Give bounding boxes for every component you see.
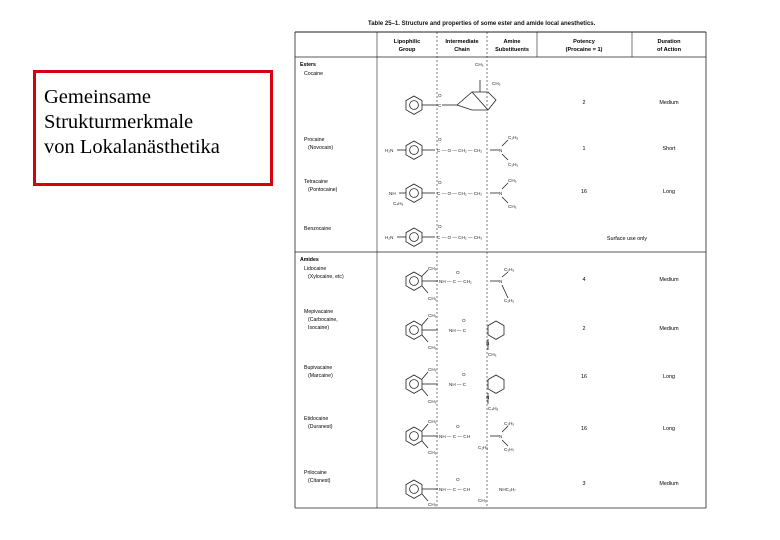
- benzene-ring-benzocaine: [406, 228, 422, 246]
- drug-brand-prilocaine: (Citanest): [308, 478, 331, 484]
- header-intermediate-1: Intermediate: [445, 39, 479, 45]
- benzene-ring-bupivacaine: [406, 375, 422, 393]
- drug-name-prilocaine: Prilocaine: [304, 470, 327, 476]
- chem-label: H₂N: [385, 235, 394, 240]
- potency-tetracaine: 16: [581, 189, 587, 195]
- potency-lidocaine: 4: [582, 277, 586, 283]
- chem-label: CH₃: [492, 81, 501, 86]
- title-line-1: Gemeinsame: [44, 86, 152, 108]
- chem-label: CH₃: [428, 419, 437, 424]
- drug-name-mepivacaine: Mepivacaine: [304, 309, 334, 315]
- chem-label: O: [456, 270, 460, 275]
- drug-name-bupivacaine: Bupivacaine: [304, 365, 333, 371]
- section-esters: Esters: [300, 62, 316, 68]
- title-line-2: Strukturmerkmale: [44, 111, 194, 133]
- chem-label: C₂H₅: [504, 421, 515, 426]
- chem-label: NH: [389, 191, 396, 196]
- chem-label: NH — C — CH: [439, 487, 470, 492]
- header-potency-1: Potency: [573, 39, 595, 45]
- duration-procaine: Short: [662, 146, 676, 152]
- chem-label: CH₃: [478, 498, 487, 503]
- duration-lidocaine: Medium: [659, 277, 679, 283]
- duration-etidocaine: Long: [663, 426, 675, 432]
- chem-label: C — O — CH₂ — CH₂: [437, 148, 483, 153]
- chem-label: C₂H₅: [478, 445, 489, 450]
- potency-prilocaine: 3: [582, 481, 586, 487]
- potency-bupivacaine: 16: [581, 374, 587, 380]
- chem-label: C — O — CH₂ — CH₃: [437, 235, 483, 240]
- chem-label: O: [438, 137, 442, 142]
- table-caption: Table 25–1. Structure and properties of some ester and amide local anesthetics.: [368, 21, 596, 27]
- piperidine-ring-mepivacaine: [488, 321, 504, 339]
- benzene-ring-etidocaine: [406, 427, 422, 445]
- duration-mepivacaine: Medium: [659, 326, 679, 332]
- chem-labels: [385, 62, 518, 507]
- chem-label: CH₃: [508, 178, 517, 183]
- chem-label: O: [438, 93, 442, 98]
- chem-label: CH₃: [428, 266, 437, 271]
- chem-label: CH₃: [428, 345, 437, 350]
- chem-label: CH₃: [428, 450, 437, 455]
- chem-label: C: [438, 103, 442, 108]
- chem-label: O: [438, 180, 442, 185]
- chem-label: NH — C: [449, 382, 467, 387]
- chem-label: O: [462, 318, 466, 323]
- chem-label: C₂H₅: [504, 298, 515, 303]
- benzene-ring-procaine: [406, 141, 422, 159]
- title-line-3: von Lokalanästhetika: [44, 136, 220, 158]
- header-lipophilic-2: Group: [398, 47, 416, 53]
- header-intermediate-2: Chain: [454, 47, 470, 53]
- benzene-ring-tetracaine: [406, 184, 422, 202]
- benzene-ring-mepivacaine: [406, 321, 422, 339]
- chem-label: C₄H₉: [488, 406, 499, 411]
- duration-tetracaine: Long: [663, 189, 675, 195]
- slide-title-box: [33, 70, 273, 186]
- section-amides: Amides: [300, 257, 319, 263]
- table-figure: [292, 0, 712, 540]
- piperidine-ring-bupivacaine: [488, 375, 504, 393]
- duration-prilocaine: Medium: [659, 481, 679, 487]
- chem-label: O: [438, 224, 442, 229]
- chem-label: NH — C: [449, 328, 467, 333]
- potency-etidocaine: 16: [581, 426, 587, 432]
- drug-brand-mepivacaine-1: (Carbocaine,: [308, 317, 338, 323]
- chem-label: CH₃: [428, 313, 437, 318]
- chem-label: CH₃: [508, 204, 517, 209]
- chem-label: CH₃: [428, 502, 437, 507]
- drug-name-tetracaine: Tetracaine: [304, 179, 328, 185]
- chem-label: C₃H₇: [504, 447, 515, 452]
- chem-label: N: [499, 148, 503, 153]
- header-amine-1: Amine: [503, 39, 521, 45]
- drug-name-lidocaine: Lidocaine: [304, 266, 327, 272]
- header-duration-2: of Action: [656, 47, 682, 53]
- scanned-table: [292, 0, 712, 540]
- drug-name-etidocaine: Etidocaine: [304, 416, 329, 422]
- chem-label: N: [499, 434, 503, 439]
- potency-procaine: 1: [582, 146, 586, 152]
- benzene-ring-cocaine: [406, 96, 422, 114]
- chem-label: N: [486, 341, 490, 346]
- potency-cocaine: 2: [582, 100, 586, 106]
- chem-label: C₂H₅: [508, 162, 519, 167]
- chem-label: CH₃: [428, 399, 437, 404]
- drug-name-procaine: Procaine: [304, 137, 325, 143]
- chem-label: CH₃: [488, 352, 497, 357]
- chem-label: NH — C — CH: [439, 434, 470, 439]
- drug-brand-procaine: (Novocain): [308, 145, 334, 151]
- potency-mepivacaine: 2: [582, 326, 586, 332]
- duration-cocaine: Medium: [659, 100, 679, 106]
- drug-brand-bupivacaine: (Marcaine): [308, 373, 333, 379]
- drug-name-benzocaine: Benzocaine: [304, 226, 332, 232]
- chem-label: CH₃: [428, 367, 437, 372]
- chem-label: N: [499, 279, 503, 284]
- chem-label: CH₃: [428, 296, 437, 301]
- chem-label: NHC₃H₇: [499, 487, 516, 492]
- chem-label: C₂H₅: [508, 135, 519, 140]
- benzene-ring-prilocaine: [406, 480, 422, 498]
- duration-benzocaine: Surface use only: [606, 236, 648, 242]
- benzene-ring-lidocaine: [406, 272, 422, 290]
- drug-brand-mepivacaine-2: Isocaine): [308, 325, 330, 331]
- drug-brand-tetracaine: (Pontocaine): [308, 187, 338, 193]
- chem-label: NH — C — CH₂: [439, 279, 472, 284]
- header-duration-1: Duration: [657, 39, 681, 45]
- header-lipophilic-1: Lipophilic: [393, 39, 421, 45]
- chem-label: O: [462, 372, 466, 377]
- drug-name-cocaine: Cocaine: [304, 71, 324, 77]
- drug-brand-lidocaine: (Xylocaine, etc): [308, 274, 344, 280]
- header-potency-2: (Procaine = 1): [565, 47, 603, 53]
- chem-label: N: [499, 191, 503, 196]
- drug-brand-etidocaine: (Duranest): [308, 424, 333, 430]
- chem-label: O: [456, 477, 460, 482]
- chem-label: CH₃: [475, 62, 484, 67]
- chem-label: C — O — CH₂ — CH₂: [437, 191, 483, 196]
- chem-label: C₄H₉: [393, 201, 404, 206]
- chem-label: C₂H₅: [504, 267, 515, 272]
- chem-label: O: [456, 424, 460, 429]
- chem-label: N: [486, 395, 490, 400]
- duration-bupivacaine: Long: [663, 374, 675, 380]
- chem-label: H₂N: [385, 148, 394, 153]
- header-amine-2: Substituents: [495, 47, 529, 53]
